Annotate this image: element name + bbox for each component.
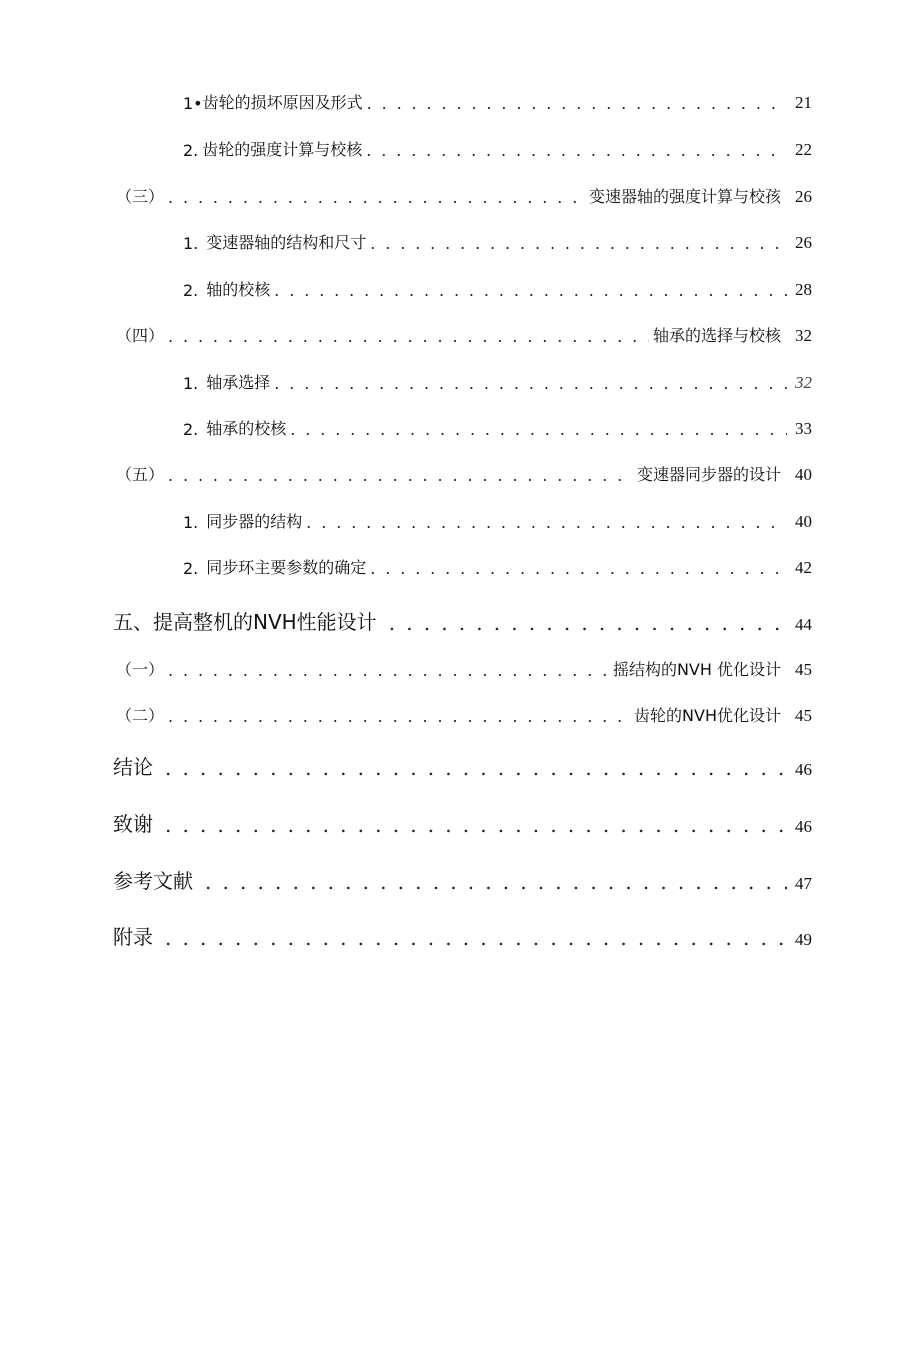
toc-section-entry[interactable] xyxy=(116,184,812,207)
toc-page-number: 45 xyxy=(795,660,812,679)
toc-entry-title: 同步环主要参数的确定 xyxy=(206,558,367,577)
dot-leader xyxy=(168,661,609,680)
dot-leader xyxy=(168,327,649,346)
toc-entry-number: 2. xyxy=(183,141,199,160)
dot-leader xyxy=(389,611,787,635)
toc-chapter-title: 结论 xyxy=(113,755,153,779)
toc-page-number: 46 xyxy=(795,760,812,779)
toc-section-title: 摇结构的NVH 优化设计 xyxy=(612,660,781,679)
toc-chapter-entry[interactable] xyxy=(113,606,812,635)
toc-entry[interactable] xyxy=(183,509,812,532)
dot-leader xyxy=(168,188,585,207)
toc-entry-number: 2. xyxy=(183,559,199,578)
toc-section-number: （三） xyxy=(116,187,165,206)
toc-page-number: 26 xyxy=(795,233,812,252)
dot-leader xyxy=(366,141,787,160)
toc-section-entry[interactable] xyxy=(116,657,812,680)
toc-page-number: 40 xyxy=(795,512,812,531)
toc-chapter-title: 五、提高整机的NVH性能设计 xyxy=(113,610,377,634)
toc-chapter-title: 参考文献 xyxy=(113,869,193,893)
toc-section-number: （二） xyxy=(116,706,165,725)
toc-entry-number: 1. xyxy=(183,513,199,532)
toc-page-number: 21 xyxy=(795,93,812,112)
toc-section-title: 变速器同步器的设计 xyxy=(636,465,781,484)
toc-entry-number: 1• xyxy=(183,94,203,113)
toc-section-title: 变速器轴的强度计算与校孩 xyxy=(588,187,781,206)
dot-leader xyxy=(168,707,630,726)
toc-entry[interactable] xyxy=(183,277,812,300)
toc-page-number: 22 xyxy=(795,140,812,159)
toc-chapter-entry[interactable] xyxy=(113,865,812,894)
dot-leader xyxy=(168,466,633,485)
toc-entry-number: 2. xyxy=(183,420,199,439)
toc-entry-number: 1. xyxy=(183,234,199,253)
toc-section-entry[interactable] xyxy=(116,703,812,726)
toc-page-number: 49 xyxy=(795,930,812,949)
toc-entry[interactable] xyxy=(183,230,812,253)
toc-page-number: 47 xyxy=(795,874,812,893)
toc-entry-number: 2. xyxy=(183,281,199,300)
dot-leader xyxy=(274,374,787,393)
dot-leader xyxy=(205,870,787,894)
toc-page-number: 33 xyxy=(795,419,812,438)
dot-leader xyxy=(290,420,787,439)
dot-leader xyxy=(367,94,787,113)
dot-leader xyxy=(306,513,787,532)
toc-section-number: （四） xyxy=(116,326,165,345)
toc-chapter-title: 附录 xyxy=(113,925,153,949)
toc-page-number: 26 xyxy=(795,187,812,206)
toc-chapter-entry[interactable] xyxy=(113,921,812,950)
toc-entry[interactable] xyxy=(183,416,812,439)
dot-leader xyxy=(165,756,787,780)
toc-page-number: 28 xyxy=(795,280,812,299)
toc-entry[interactable] xyxy=(183,555,812,578)
toc-section-entry[interactable] xyxy=(116,462,812,485)
toc-section-title: 轴承的选择与校核 xyxy=(652,326,781,345)
toc-section-entry[interactable] xyxy=(116,323,812,346)
toc-entry-title: 同步器的结构 xyxy=(206,512,303,531)
toc-page-number: 32 xyxy=(795,373,812,392)
toc-entry-title: 轴承选择 xyxy=(206,373,271,392)
dot-leader xyxy=(274,281,787,300)
toc-page-number: 42 xyxy=(795,558,812,577)
toc-entry-title: 轴的校核 xyxy=(206,280,271,299)
dot-leader xyxy=(165,926,787,950)
toc-entry[interactable] xyxy=(183,137,812,160)
toc-page-number: 46 xyxy=(795,817,812,836)
toc-chapter-entry[interactable] xyxy=(113,808,812,837)
toc-entry-number: 1. xyxy=(183,374,199,393)
toc-section-number: （一） xyxy=(116,660,165,679)
toc-entry-title: 齿轮的损坏原因及形式 xyxy=(202,93,363,112)
dot-leader xyxy=(165,813,787,837)
toc-page-number: 32 xyxy=(795,326,812,345)
toc-entry[interactable] xyxy=(183,370,812,393)
toc-page-number: 40 xyxy=(795,465,812,484)
toc-chapter-entry[interactable] xyxy=(113,751,812,780)
toc-entry[interactable] xyxy=(183,90,812,113)
toc-section-number: （五） xyxy=(116,465,165,484)
toc-entry-title: 轴承的校核 xyxy=(206,419,287,438)
toc-page-number: 45 xyxy=(795,706,812,725)
toc-chapter-title: 致谢 xyxy=(113,812,153,836)
toc-section-title: 齿轮的NVH优化设计 xyxy=(634,706,781,725)
toc-page-number: 44 xyxy=(795,615,812,634)
toc-entry-title: 变速器轴的结构和尺寸 xyxy=(206,233,367,252)
toc-entry-title: 齿轮的强度计算与校核 xyxy=(202,140,363,159)
dot-leader xyxy=(370,234,787,253)
dot-leader xyxy=(370,559,787,578)
